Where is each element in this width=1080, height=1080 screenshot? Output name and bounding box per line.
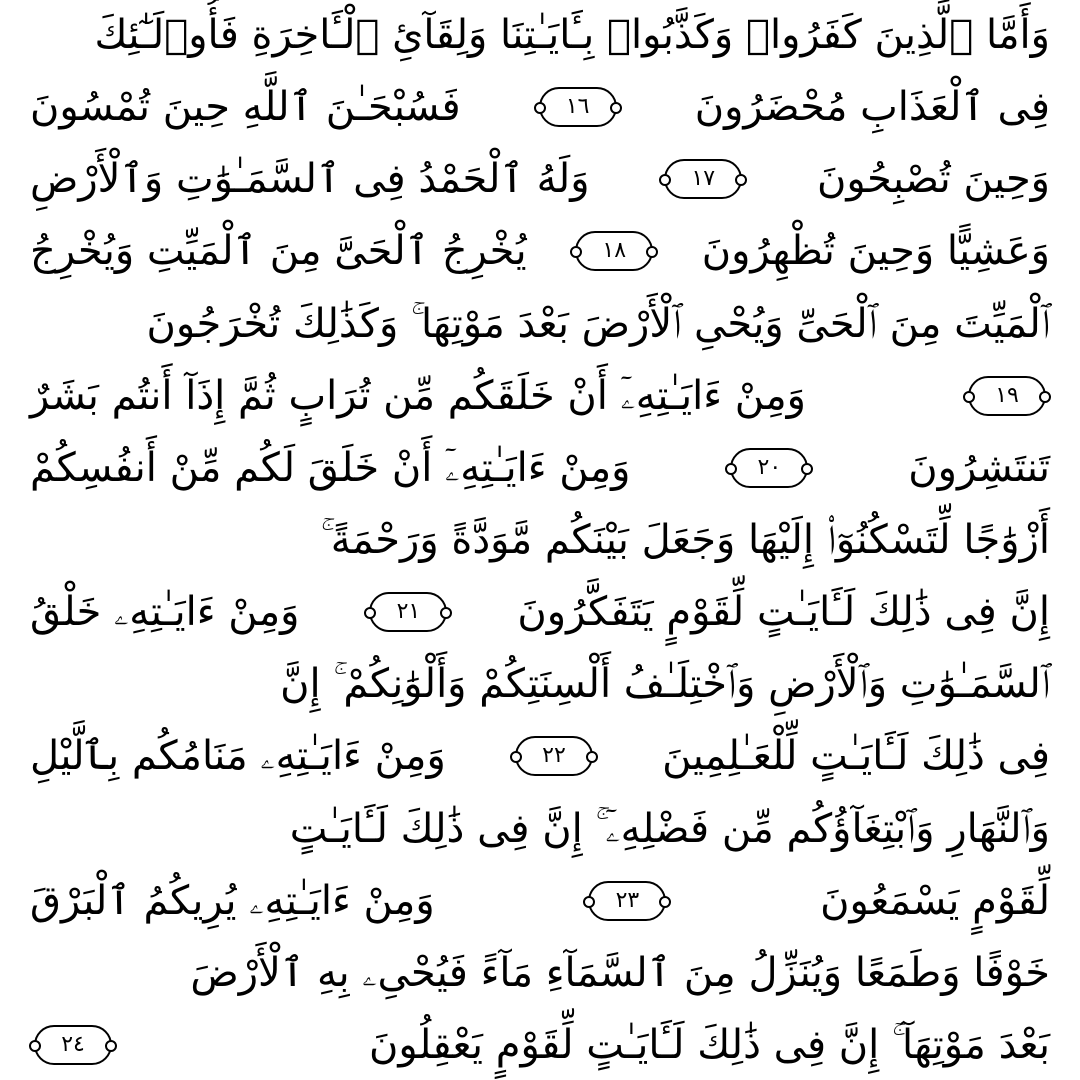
verse-number-marker: ١٧ [664,159,742,199]
text-line [30,1016,1050,1074]
verse-text: وَعَشِيًّا وَحِينَ تُظْهِرُونَ [701,228,1050,275]
verse-text: وَمِنْ ءَايَـٰتِهِۦ مَنَامُكُم بِٱلَّيْلِ [30,733,446,780]
verse-lines [30,6,1050,1074]
text-line [30,367,1050,425]
text-line [30,150,1050,208]
verse-text: يُخْرِجُ ٱلْحَىَّ مِنَ ٱلْمَيِّتِ وَيُخْرِجُ [30,228,527,275]
text-line [30,6,1050,64]
verse-number-marker: ١٨ [575,231,653,271]
verse-text: لِّقَوْمٍ يَسْمَعُونَ [820,877,1050,924]
verse-text: ٱلسَّمَـٰوَٰتِ وَٱلْأَرْضِ وَٱخْتِلَـٰفُ أَلْسِنَتِكُمْ وَأَلْوَٰنِكُمْ ۚ إِنَّ [280,661,1050,708]
verse-text: أَزْوَٰجًا لِّتَسْكُنُوٓا۟ إِلَيْهَا وَجَعَلَ بَيْنَكُم مَّوَدَّةً وَرَحْمَةً ۚ [320,516,1050,563]
verse-number-marker: ٢٢ [515,736,593,776]
verse-text: وَمِنْ ءَايَـٰتِهِۦٓ أَنْ خَلَقَ لَكُم مِّنْ أَنفُسِكُمْ [30,444,631,491]
verse-text: فِى ذَٰلِكَ لَـَٔايَـٰتٍ لِّلْعَـٰلِمِينَ [662,733,1050,780]
text-line [30,511,1050,569]
verse-number-marker: ١٩ [968,376,1046,416]
text-line [30,439,1050,497]
text-line [30,944,1050,1002]
text-line [30,583,1050,641]
verse-number-marker: ٢٠ [730,448,808,488]
verse-text: وَلَهُ ٱلْحَمْدُ فِى ٱلسَّمَـٰوَٰتِ وَٱلْأَرْضِ [30,156,590,203]
verse-text: وَأَمَّا ٱلَّذِينَ كَفَرُوا۟ وَكَذَّبُوا۟ بِـَٔايَـٰتِنَا وَلِقَآئِ ٱلْـَٔاخِرَةِ فَأُو۟لَـٰٓئِكَ [94,12,1050,58]
text-line [30,295,1050,353]
verse-number-marker: ١٦ [539,87,617,127]
verse-text: وَٱلنَّهَارِ وَٱبْتِغَآؤُكُم مِّن فَضْلِهِۦٓ ۚ إِنَّ فِى ذَٰلِكَ لَـَٔايَـٰتٍ [289,805,1050,852]
verse-text: وَمِنْ ءَايَـٰتِهِۦٓ أَنْ خَلَقَكُم مِّن تُرَابٍ ثُمَّ إِذَآ أَنتُم بَشَرٌ [30,372,806,419]
verse-text: فِى ٱلْعَذَابِ مُحْضَرُونَ [694,84,1050,131]
verse-text: وَمِنْ ءَايَـٰتِهِۦ خَلْقُ [30,589,300,636]
text-line [30,222,1050,280]
verse-text: بَعْدَ مَوْتِهَآ ۚ إِنَّ فِى ذَٰلِكَ لَـَٔايَـٰتٍ لِّقَوْمٍ يَعْقِلُونَ [369,1021,1050,1068]
verse-number-marker: ٢٣ [588,881,666,921]
verse-number-marker: ٢٤ [34,1025,112,1065]
verse-number-marker: ٢١ [369,592,447,632]
verse-text: وَمِنْ ءَايَـٰتِهِۦ يُرِيكُمُ ٱلْبَرْقَ [30,877,435,924]
verse-text: تَنتَشِرُونَ [908,444,1050,491]
text-line [30,872,1050,930]
verse-text: وَحِينَ تُصْبِحُونَ [816,156,1050,203]
verse-text: إِنَّ فِى ذَٰلِكَ لَـَٔايَـٰتٍ لِّقَوْمٍ يَتَفَكَّرُونَ [517,589,1050,636]
verse-text: فَسُبْحَـٰنَ ٱللَّهِ حِينَ تُمْسُونَ [30,84,461,131]
text-line [30,727,1050,785]
verse-text: خَوْفًا وَطَمَعًا وَيُنَزِّلُ مِنَ ٱلسَّمَآءِ مَآءً فَيُحْىِۦ بِهِ ٱلْأَرْضَ [190,949,1050,996]
text-line [30,800,1050,858]
verse-text: ٱلْمَيِّتَ مِنَ ٱلْحَىِّ وَيُحْىِ ٱلْأَرْضَ بَعْدَ مَوْتِهَا ۚ وَكَذَٰلِكَ تُخْرَجُونَ [146,300,1050,347]
text-line [30,78,1050,136]
text-line [30,655,1050,713]
